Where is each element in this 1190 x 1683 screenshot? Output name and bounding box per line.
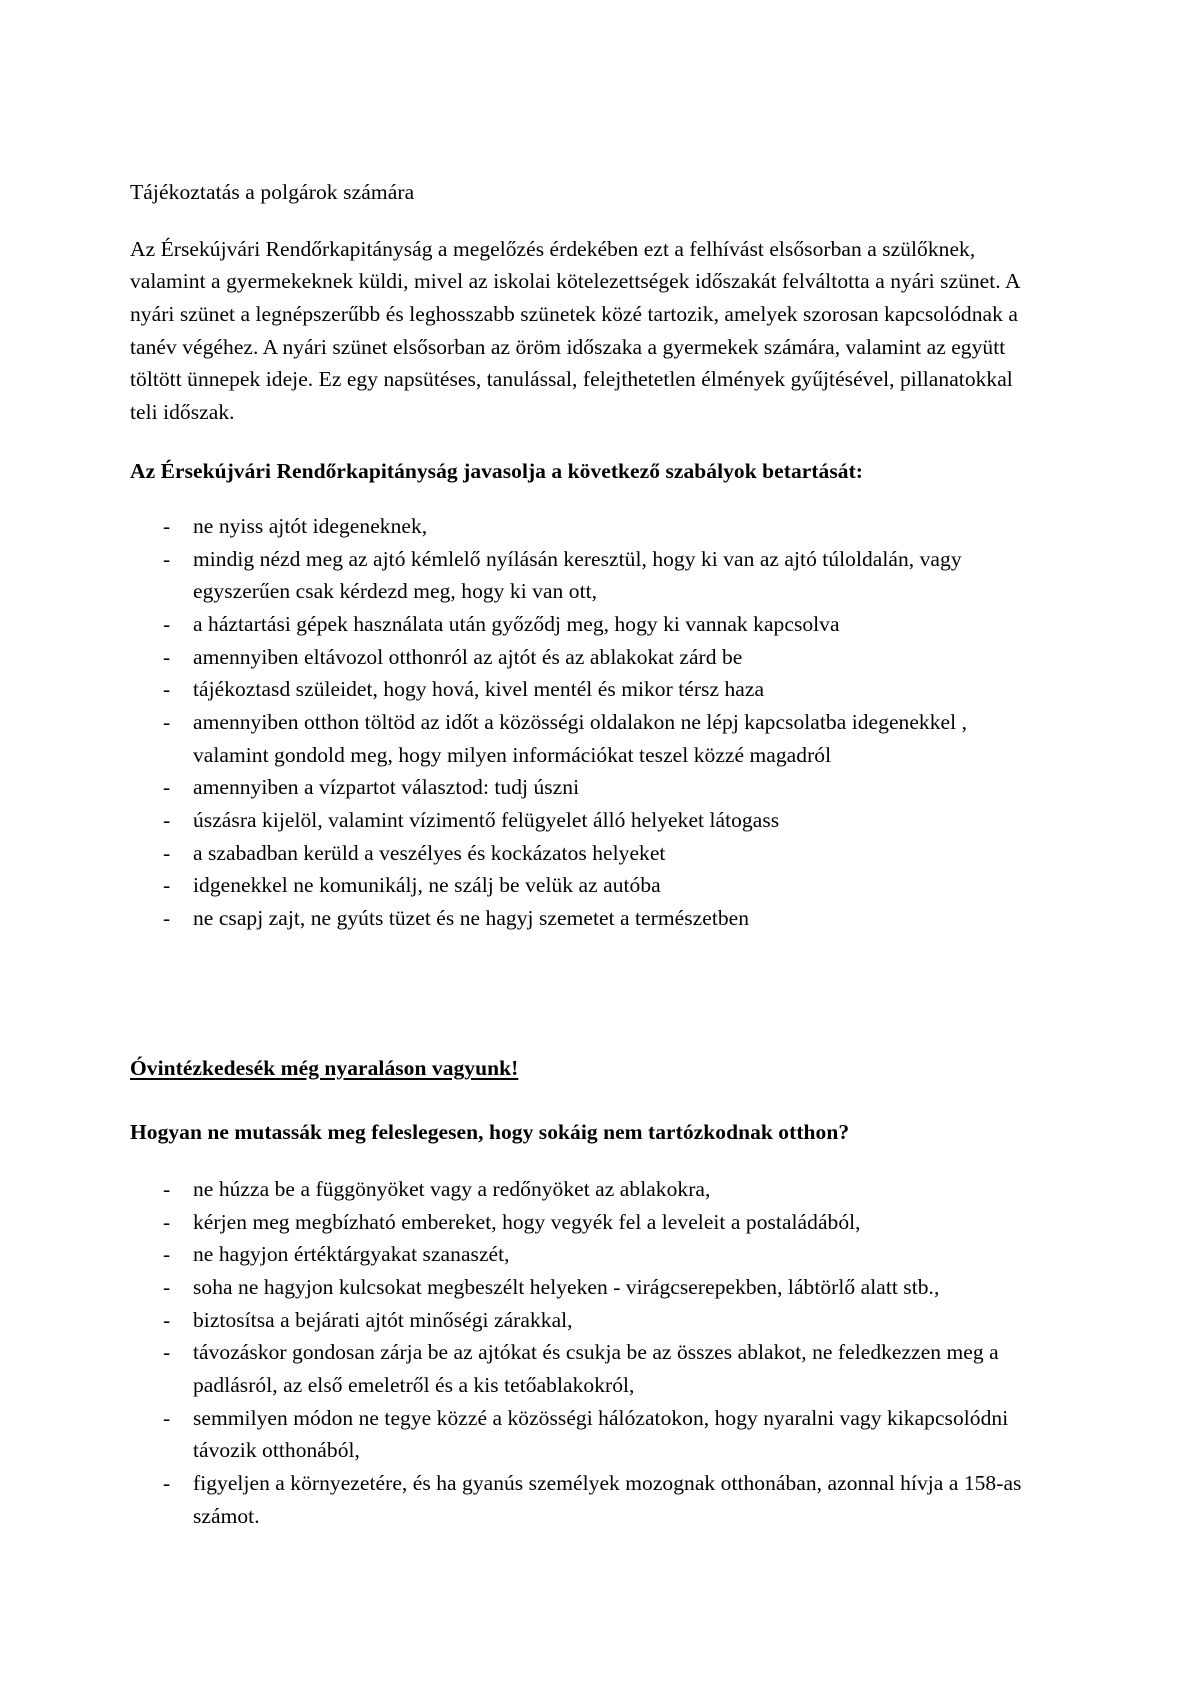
list-item: [130, 771, 1038, 804]
bullet-dash-icon: -: [163, 513, 171, 538]
spacer: [130, 429, 1038, 456]
list-item: [130, 673, 1038, 706]
spacer: [130, 1083, 1038, 1117]
intro-paragraph: Az Érsekújvári Rendőrkapitányság a megelőzés érdekében ezt a felhívást elsősorban a szülőknek, valamint a gyermekeknek küldi, mivel az iskolai kötelezettségek időszakát felváltotta a nyári szünet. A nyári szünet a legnépszerűbb és leghosszabb szünetek közé tartozik, amelyek szorosan kapcsolódnak a tanév végéhez. A nyári szünet elsősorban az öröm időszaka a gyermekek számára, valamint az együtt töltött ünnepek ideje. Ez egy napsütéses, tanulással, felejthetetlen élmények gyűjtésével, pillanatokkal teli időszak.: [130, 236, 1020, 425]
spacer: [130, 486, 1038, 510]
list-item-text: semmilyen módon ne tegye közzé a közösségi hálózatokon, hogy nyaralni vagy kikapcsolódni távozik otthonából,: [193, 1405, 1009, 1463]
bullet-dash-icon: -: [163, 807, 171, 832]
document-body: [130, 178, 1038, 1532]
bullet-dash-icon: -: [163, 840, 171, 865]
section2-list: [130, 1173, 1038, 1532]
bullet-dash-icon: -: [163, 644, 171, 669]
list-item: [130, 804, 1038, 837]
list-item: [130, 510, 1038, 543]
bullet-dash-icon: -: [163, 546, 171, 571]
bullet-dash-icon: -: [163, 611, 171, 636]
bullet-dash-icon: -: [163, 1405, 171, 1430]
spacer: [130, 935, 1038, 1053]
section2-heading-question: Hogyan ne mutassák meg feleslegesen, hogy sokáig nem tartózkodnak otthon?: [130, 1119, 850, 1144]
list-item: [130, 1173, 1038, 1206]
bullet-dash-icon: -: [163, 677, 171, 702]
list-item-text: ne hagyjon értéktárgyakat szanaszét,: [193, 1242, 510, 1267]
bullet-dash-icon: -: [163, 873, 171, 898]
bullet-dash-icon: -: [163, 1176, 171, 1201]
list-item-text: ne nyiss ajtót idegeneknek,: [193, 513, 428, 538]
list-item-text: amennyiben a vízpartot választod: tudj úszni: [193, 775, 580, 800]
bullet-dash-icon: -: [163, 1209, 171, 1234]
list-item-text: tájékoztasd szüleidet, hogy hová, kivel mentél és mikor térsz haza: [193, 677, 765, 702]
bullet-dash-icon: -: [163, 905, 171, 930]
list-item-text: amennyiben otthon töltöd az időt a közösségi oldalakon ne lépj kapcsolatba idegenekkel , valamint gondold meg, hogy milyen információkat teszel közzé magadról: [193, 709, 968, 767]
list-item-text: idgenekkel ne komunikálj, ne szálj be velük az autóba: [193, 873, 661, 898]
document-intro-title: Tájékoztatás a polgárok számára: [130, 180, 415, 204]
list-item: [130, 1206, 1038, 1239]
bullet-dash-icon: -: [163, 775, 171, 800]
list-item: [130, 869, 1038, 902]
list-item-text: a szabadban kerüld a veszélyes és kockázatos helyeket: [193, 840, 666, 865]
bullet-dash-icon: -: [163, 1307, 171, 1332]
section1-heading: Az Érsekújvári Rendőrkapitányság javasolja a következő szabályok betartását:: [130, 458, 863, 483]
list-item-text: kérjen meg megbízható embereket, hogy vegyék fel a leveleit a postaládából,: [193, 1209, 861, 1234]
list-item-text: figyeljen a környezetére, és ha gyanús személyek mozognak otthonában, azonnal hívja a 158-as számot.: [193, 1470, 1022, 1528]
list-item: [130, 902, 1038, 935]
list-item-text: úszásra kijelöl, valamint vízimentő felügyelet álló helyeket látogass: [193, 807, 780, 832]
spacer: [130, 1147, 1038, 1173]
list-item: [130, 706, 1038, 771]
list-item: [130, 1304, 1038, 1337]
bullet-dash-icon: -: [163, 709, 171, 734]
bullet-dash-icon: -: [163, 1470, 171, 1495]
list-item-text: távozáskor gondosan zárja be az ajtókat és csukja be az összes ablakot, ne feledkezzen meg a padlásról, az első emeletről és a kis tetőablakokról,: [193, 1340, 999, 1397]
list-item-text: mindig nézd meg az ajtó kémlelő nyílásán keresztül, hogy ki van az ajtó túloldalán, vagy egyszerűen csak kérdezd meg, hogy ki van ott,: [193, 546, 962, 604]
list-item-text: biztosítsa a bejárati ajtót minőségi zárakkal,: [193, 1307, 573, 1332]
bullet-dash-icon: -: [163, 1274, 171, 1299]
list-item: [130, 837, 1038, 870]
list-item: [130, 543, 1038, 608]
list-item-text: ne húzza be a függönyöket vagy a redőnyöket az ablakokra,: [193, 1176, 711, 1201]
section2-heading-underlined: Óvintézkedesék még nyaraláson vagyunk!: [130, 1055, 519, 1080]
list-item-text: a háztartási gépek használata után győződj meg, hogy ki vannak kapcsolva: [193, 611, 840, 636]
list-item: [130, 641, 1038, 674]
list-item-text: ne csapj zajt, ne gyúts tüzet és ne hagyj szemetet a természetben: [193, 905, 750, 930]
list-item: [130, 1238, 1038, 1271]
bullet-dash-icon: -: [163, 1340, 171, 1365]
bullet-dash-icon: -: [163, 1242, 171, 1267]
section1-list: [130, 510, 1038, 935]
list-item: [130, 608, 1038, 641]
list-item-text: soha ne hagyjon kulcsokat megbeszélt helyeken - virágcserepekben, lábtörlő alatt stb.,: [193, 1274, 940, 1299]
list-item: [130, 1336, 1038, 1401]
list-item: [130, 1402, 1038, 1467]
list-item-text: amennyiben eltávozol otthonról az ajtót és az ablakokat zárd be: [193, 644, 743, 669]
list-item: [130, 1271, 1038, 1304]
list-item: [130, 1467, 1038, 1532]
